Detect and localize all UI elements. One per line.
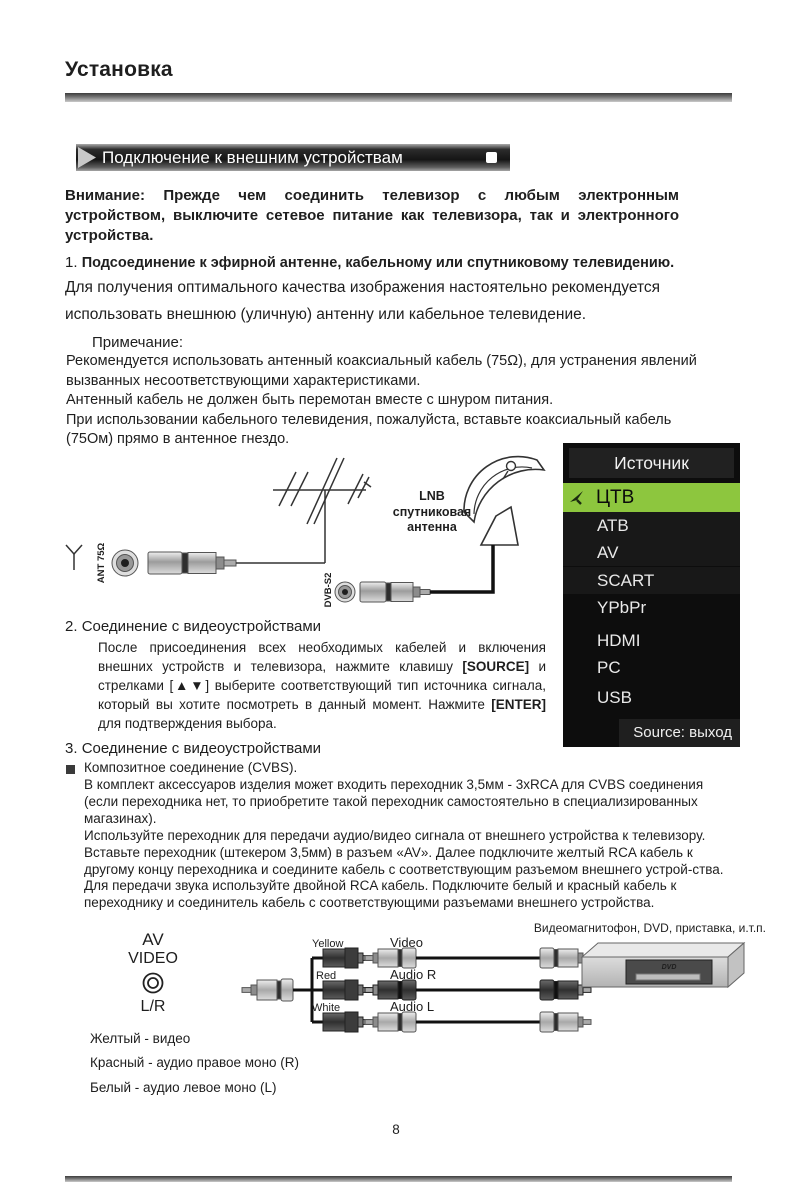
section-banner-label: Подключение к внешним устройствам — [102, 147, 403, 167]
source-menu-item: АТВ — [563, 512, 740, 539]
legend-white: Белый - аудио левое моно (L) — [90, 1080, 277, 1095]
step1-title: Подсоединение к эфирной антенне, кабельному или спутниковому телевидению. — [81, 255, 675, 271]
source-menu-footer: Source: выход — [619, 719, 740, 747]
step3-number: 3. — [65, 740, 78, 757]
satellite-cable — [430, 545, 493, 592]
cable-color-label: Yellow — [312, 938, 344, 950]
step2-number: 2. — [65, 618, 78, 635]
selection-cursor-icon — [568, 489, 586, 507]
step1-body: Для получения оптимального качества изображения настоятельно рекомендуется использовать внешнюю (уличную) антенну или кабельное телевидение. — [65, 279, 661, 323]
source-menu-item: USB — [597, 688, 632, 707]
step2-title: Соединение с видеоустройствами — [81, 618, 322, 635]
note-label: Примечание: — [92, 334, 183, 351]
av-port-label: AV — [142, 930, 164, 949]
rca-plug-icon — [365, 1012, 416, 1032]
splitter-rca-plug-icon — [323, 980, 371, 1000]
ant-port-label: ANT 75Ω — [96, 542, 107, 584]
warning-paragraph — [65, 186, 679, 246]
audio-l-cable-row — [312, 999, 591, 1032]
jack-35mm-plug-icon — [242, 979, 293, 1001]
footer-rule — [65, 1176, 732, 1182]
banner-square-icon — [486, 152, 497, 163]
small-antenna-symbol — [66, 545, 82, 570]
page-title: Установка — [65, 58, 173, 81]
audio-r-cable-row — [316, 967, 591, 1000]
source-menu-item: SCART — [563, 567, 740, 594]
cvbs-paragraph-1: В комплект аксессуаров изделия может входить переходник 3,5мм - 3xRCA для CVBS соединения (если переходника нет, то приобретите такой переходник самостоятельно в специализированных магазинах). — [84, 777, 704, 826]
section-banner — [76, 144, 510, 171]
av-jack-ring-icon — [144, 974, 163, 993]
enter-key-label: [ENTER] — [491, 697, 546, 712]
source-menu-item: YPbPr — [597, 598, 647, 617]
note-lines — [66, 352, 714, 450]
square-bullet-icon — [66, 765, 75, 774]
cable-color-label: White — [312, 1002, 341, 1014]
warning-text: : Прежде чем соединить телевизор с любым электронным устройством, выключите сетевое питание как телевизора, так и электронного устройства. — [65, 187, 679, 244]
source-menu-item: PC — [597, 658, 621, 677]
source-menu-item: HDMI — [597, 631, 641, 650]
lnb-label: антенна — [407, 520, 457, 534]
header-rule — [65, 93, 732, 102]
ant-75-port — [66, 542, 138, 583]
banner-arrow-icon — [78, 147, 96, 168]
warning-label: Внимание — [65, 187, 140, 204]
step1-heading — [65, 254, 674, 271]
source-key-label: [SOURCE] — [462, 659, 530, 674]
step3-heading — [65, 740, 321, 757]
device-caption: Видеомагнитофон, DVD, приставка, и.т.п. — [533, 921, 766, 935]
step2-text: и стрелками — [98, 659, 546, 693]
cable-signal-label: Audio L — [390, 999, 435, 1014]
note-line: Рекомендуется использовать антенный коаксиальный кабель (75Ω), для устранения явлений вызванных несоответствующими характеристиками. — [66, 353, 697, 389]
source-menu-title: Источник — [569, 448, 734, 478]
lnb-label: LNB — [419, 489, 445, 503]
rca-plug-icon — [365, 980, 416, 1000]
step2-heading — [65, 618, 321, 635]
dvb-s2-label: DVB-S2 — [323, 572, 334, 608]
legend-red: Красный - аудио правое моно (R) — [90, 1055, 300, 1070]
cable-color-label: Red — [316, 970, 337, 982]
source-menu-selected-item — [563, 483, 740, 513]
selected-item-label: ЦТВ — [596, 487, 635, 508]
dvd-logo: DVD — [661, 964, 677, 971]
step2-text: для подтверждения выбора. — [98, 716, 277, 731]
legend-yellow: Желтый - видео — [90, 1031, 191, 1046]
page-number: 8 — [392, 1122, 400, 1137]
coax-plug-icon — [148, 552, 236, 574]
step2-body — [98, 638, 546, 733]
note-line: Антенный кабель не должен быть перемотан вместе с шнуром питания. — [66, 392, 554, 408]
video-cable-row — [312, 935, 591, 968]
dvd-player-image — [582, 943, 744, 987]
satellite-dish-icon — [464, 457, 544, 545]
cable-signal-label: Video — [390, 935, 424, 950]
step1-number: 1. — [65, 254, 78, 271]
source-menu-item: AV — [563, 539, 740, 566]
note-line: При использовании кабельного телевидения, пожалуйста, вставьте коаксиальный кабель (75Ом) прямо в антенное гнездо. — [66, 411, 672, 447]
splitter-rca-plug-icon — [323, 948, 371, 968]
sat-coax-plug-icon — [360, 582, 430, 602]
splitter-rca-plug-icon — [323, 1012, 371, 1032]
cvbs-title: Композитное соединение (CVBS). — [84, 760, 298, 775]
disc-tray — [636, 974, 700, 980]
rca-plug-icon — [365, 948, 416, 968]
cable-signal-label: Audio R — [390, 967, 437, 982]
step2-text: выберите соответствующий тип источника сигнала, который вы хотите посмотреть в данный момент. Нажмите — [98, 678, 546, 712]
step3-title: Соединение с видеоустройствами — [81, 740, 322, 757]
av-cable-diagram — [60, 916, 780, 1038]
step2-text: После присоединения всех необходимых кабелей и включения внешних устройств и телевизора, нажмите клавишу — [98, 640, 546, 674]
terrestrial-antenna-icon — [273, 458, 371, 563]
lnb-label: спутниковая — [392, 505, 472, 519]
source-menu-osd — [563, 443, 740, 747]
dvb-s2-socket-icon — [335, 582, 355, 602]
antenna-connection-diagram — [60, 446, 560, 614]
lr-port-label: L/R — [140, 998, 166, 1015]
rca-plug-icon — [540, 1012, 591, 1032]
video-port-label: VIDEO — [128, 950, 178, 967]
cvbs-paragraph-2: Используйте переходник для передачи аудио/видео сигнала от внешнего устройства к телевизору. Вставьте переходник (штекером 3,5мм) в разъем «AV». Далее подключите желтый RCA кабель к другому концу переходника и соедините кабель с соответствующим разъемом внешнего устрой-ства. Для передачи звука используйте двойной RCA кабель. Подключите белый и красный кабель к переходнику и соединитель кабель с соответствующими разъемами внешнего устройства. — [84, 828, 724, 911]
arrow-keys-label: [▲▼] — [169, 678, 210, 693]
